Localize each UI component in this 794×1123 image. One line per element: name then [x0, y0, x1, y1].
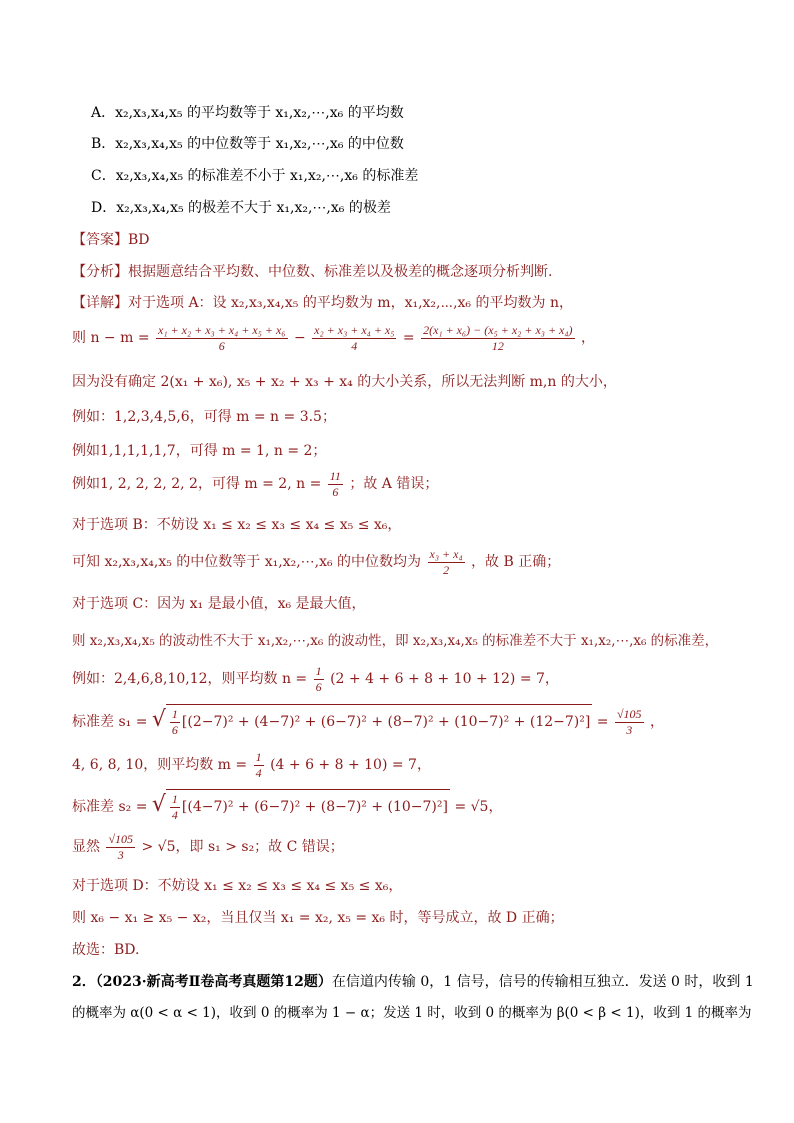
question-number: 2．: [72, 974, 96, 990]
fraction-one-fourth: [170, 792, 180, 823]
fraction-s1-value: [106, 832, 135, 863]
detail-line-14-pre: 标准差 s₂ =: [72, 799, 148, 815]
fraction-numerator: x₂ + x₃ + x₄ + x₅: [314, 322, 395, 337]
detail-line-9: 对于选项 C：因为 x₁ 是最小值，x₆ 是最大值，: [72, 596, 366, 612]
fraction-numerator: 1: [171, 706, 178, 721]
radicand-text: [(2−7)² + (4−7)² + (6−7)² + (8−7)² + (10−7)² + (12−7)²]: [181, 714, 591, 730]
fraction-denominator: 12: [491, 338, 504, 353]
fraction-numerator: √105: [616, 706, 642, 721]
fraction-mean-six: [156, 323, 287, 354]
detail-line-3: 因为没有确定 2(x₁ + x₆), x₅ + x₂ + x₃ + x₄ 的大小关系，所以无法判断 m,n 的大小，: [72, 374, 617, 390]
detail-line-6: [72, 468, 438, 500]
equals-sign: =: [596, 714, 609, 730]
detail-line-6-pre: 例如1, 2, 2, 2, 2, 2，可得 m = 2, n =: [72, 476, 322, 492]
detail-line-2: [72, 322, 595, 354]
option-b: B．x₂,x₃,x₄,x₅ 的中位数等于 x₁,x₂,⋯,x₆ 的中位数: [91, 136, 404, 152]
detail-line-8-pre: 可知 x₂,x₃,x₄,x₅ 的中位数等于 x₁,x₂,⋯,x₆ 的中位数均为: [72, 554, 422, 570]
detail-line-13-post: (4 + 6 + 8 + 10) = 7，: [270, 757, 431, 773]
fraction-denominator: 4: [351, 338, 358, 353]
fraction-numerator: 2(x₁ + x₆) − (x₅ + x₂ + x₃ + x₄): [423, 322, 573, 337]
question-2-line-2: 的概率为 α(0 < α < 1)，收到 0 的概率为 1 − α；发送 1 时，收到 0 的概率为 β(0 < β < 1)，收到 1 的概率为: [72, 1005, 752, 1021]
question-2-line-1: [72, 972, 754, 992]
detail-line-5: 例如1,1,1,1,1,7，可得 m = 1, n = 2；: [72, 443, 327, 459]
detail-line-14-post: = √5，: [454, 799, 503, 815]
radicand-s1: [166, 704, 592, 739]
detail-line-16: 对于选项 D：不妨设 x₁ ≤ x₂ ≤ x₃ ≤ x₄ ≤ x₅ ≤ x₆，: [72, 878, 403, 894]
detail-line-1: 【详解】对于选项 A：设 x₂,x₃,x₄,x₅ 的平均数为 m，x₁,x₂,⋯,x₆ 的平均数为 n，: [72, 295, 573, 311]
fraction-mean-four: [312, 323, 396, 354]
fraction-denominator: 4: [255, 765, 262, 780]
detail-line-11-post: (2 + 4 + 6 + 8 + 10 + 12) = 7，: [330, 671, 559, 687]
option-d: D．x₂,x₃,x₄,x₅ 的极差不大于 x₁,x₂,⋯,x₆ 的极差: [91, 200, 391, 216]
fraction-eleven-sixths: [328, 469, 343, 500]
equals-sign: =: [402, 330, 415, 346]
question-source: （2023·新高考Ⅱ卷高考真题第12题）: [95, 974, 332, 990]
detail-line-8: [72, 546, 560, 578]
fraction-denominator: 3: [626, 722, 633, 737]
option-a: A．x₂,x₃,x₄,x₅ 的平均数等于 x₁,x₂,⋯,x₆ 的平均数: [91, 105, 404, 121]
fraction-numerator: x₁ + x₂ + x₃ + x₄ + x₅ + x₆: [158, 322, 286, 337]
fraction-denominator: 6: [332, 484, 339, 499]
detail-line-12-pre: 标准差 s₁ =: [72, 714, 148, 730]
fraction-one-sixth: [314, 664, 324, 695]
fraction-one-sixth: [170, 707, 180, 738]
radicand-text: [(4−7)² + (6−7)² + (8−7)² + (10−7)²]: [181, 799, 448, 815]
fraction-numerator: 1: [315, 663, 322, 678]
analysis-line: 【分析】根据题意结合平均数、中位数、标准差以及极差的概念逐项分析判断.: [72, 264, 553, 280]
sqrt-symbol: √: [151, 792, 166, 817]
fraction-numerator: x₃ + x₄: [429, 546, 463, 561]
radicand-s2: [166, 789, 450, 824]
detail-line-15-post: > √5，即 s₁ > s₂；故 C 错误；: [141, 839, 344, 855]
detail-line-10: 则 x₂,x₃,x₄,x₅ 的波动性不大于 x₁,x₂,⋯,x₆ 的波动性，即 x₂,x₃,x₄,x₅ 的标准差不大于 x₁,x₂,⋯,x₆ 的标准差，: [72, 633, 719, 649]
question-text: 在信道内传输 0，1 信号，信号的传输相互独立．发送 0 时，收到 1: [331, 974, 754, 990]
detail-line-14: [72, 788, 502, 824]
fraction-median: [428, 547, 465, 578]
detail-line-15: [72, 831, 344, 863]
fraction-denominator: 2: [443, 562, 450, 577]
detail-line-18: 故选：BD.: [72, 942, 140, 958]
detail-line-12: [72, 703, 664, 739]
detail-line-7: 对于选项 B：不妨设 x₁ ≤ x₂ ≤ x₃ ≤ x₄ ≤ x₅ ≤ x₆，: [72, 517, 402, 533]
detail-line-4: 例如：1,2,3,4,5,6，可得 m = n = 3.5；: [72, 409, 336, 425]
fraction-denominator: 3: [117, 847, 124, 862]
detail-line-15-pre: 显然: [72, 839, 100, 855]
fraction-denominator: 6: [218, 338, 225, 353]
detail-line-11-pre: 例如：2,4,6,8,10,12，则平均数 n =: [72, 671, 308, 687]
detail-line-11: [72, 663, 559, 695]
detail-line-2-pre: 则 n − m =: [72, 330, 150, 346]
fraction-numerator: 11: [329, 468, 341, 483]
detail-line-12-post: ，: [650, 714, 664, 730]
detail-line-13-pre: 4, 6, 8, 10，则平均数 m =: [72, 757, 248, 773]
sqrt-symbol: √: [151, 707, 166, 732]
fraction-numerator: 1: [171, 791, 178, 806]
detail-line-2-post: ，: [581, 330, 595, 346]
fraction-s1-result: [615, 707, 644, 738]
answer-line: 【答案】BD: [72, 232, 150, 248]
minus-sign: −: [293, 330, 306, 346]
detail-line-6-post: ；故 A 错误；: [349, 476, 439, 492]
fraction-denominator: 4: [171, 807, 178, 822]
fraction-numerator: 1: [255, 749, 262, 764]
detail-line-17: 则 x₆ − x₁ ≥ x₅ − x₂，当且仅当 x₁ = x₂, x₅ = x₆ 时，等号成立，故 D 正确；: [72, 910, 564, 926]
option-c: C．x₂,x₃,x₄,x₅ 的标准差不小于 x₁,x₂,⋯,x₆ 的标准差: [91, 168, 419, 184]
fraction-denominator: 6: [171, 722, 178, 737]
fraction-numerator: √105: [108, 831, 134, 846]
fraction-difference: [421, 323, 574, 354]
detail-line-13: [72, 749, 431, 781]
detail-line-8-post: ，故 B 正确；: [471, 554, 561, 570]
fraction-one-fourth: [254, 750, 264, 781]
fraction-denominator: 6: [315, 679, 322, 694]
